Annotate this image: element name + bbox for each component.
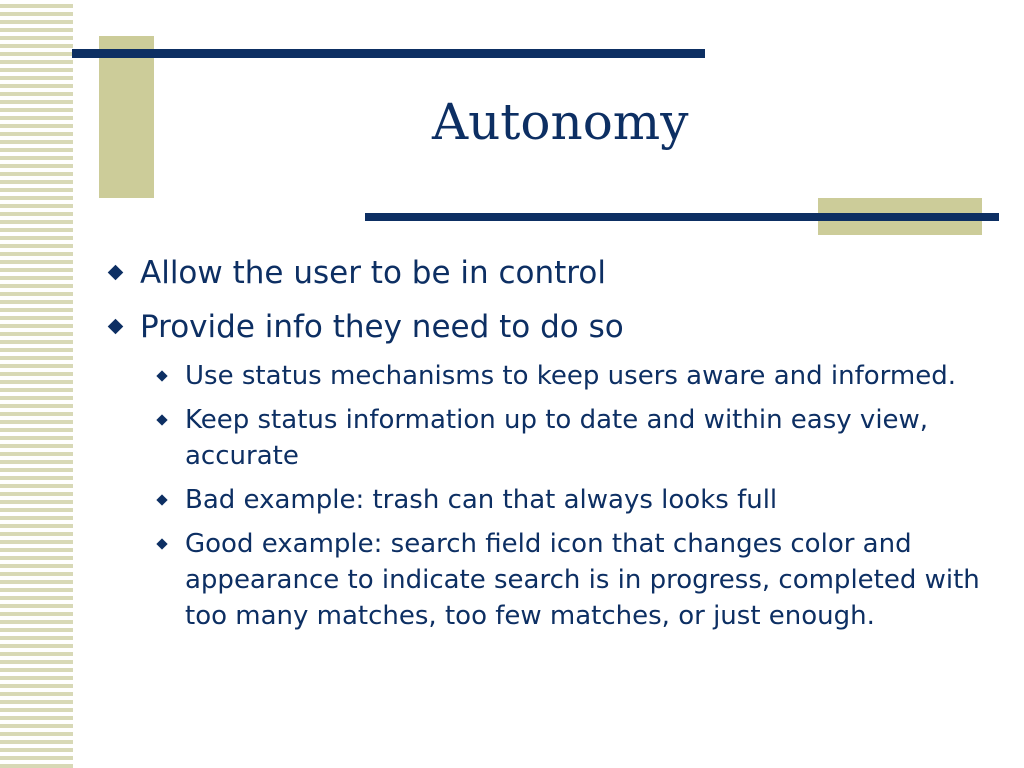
- accent-block-top: [99, 36, 154, 198]
- sub-bullet-item: [104, 358, 984, 394]
- sub-bullet-item: [104, 402, 984, 474]
- diamond-bullet-icon: [156, 414, 167, 425]
- sub-bullet-text: Bad example: trash can that always looks full: [185, 485, 778, 515]
- sub-bullet-item: [104, 526, 984, 634]
- sub-bullet-item: [104, 482, 984, 518]
- diamond-bullet-icon: [108, 319, 124, 335]
- striped-margin: [0, 0, 73, 768]
- bullet-item: [104, 250, 984, 296]
- title-rule-top: [72, 49, 705, 58]
- diamond-bullet-icon: [156, 494, 167, 505]
- sub-bullet-text: Keep status information up to date and within easy view, accurate: [185, 405, 929, 471]
- bullet-item: [104, 304, 984, 350]
- bullet-text: Provide info they need to do so: [140, 309, 624, 345]
- title-rule-bottom: [365, 213, 999, 221]
- bullet-text: Allow the user to be in control: [140, 255, 606, 291]
- slide-title: Autonomy: [432, 93, 689, 151]
- diamond-bullet-icon: [108, 265, 124, 281]
- sub-bullet-text: Use status mechanisms to keep users aware and informed.: [185, 361, 956, 391]
- diamond-bullet-icon: [156, 370, 167, 381]
- bullet-list: [104, 250, 984, 642]
- diamond-bullet-icon: [156, 538, 167, 549]
- sub-bullet-text: Good example: search field icon that changes color and appearance to indicate search is in progress, completed with too many matches, too few matches, or just enough.: [185, 529, 980, 631]
